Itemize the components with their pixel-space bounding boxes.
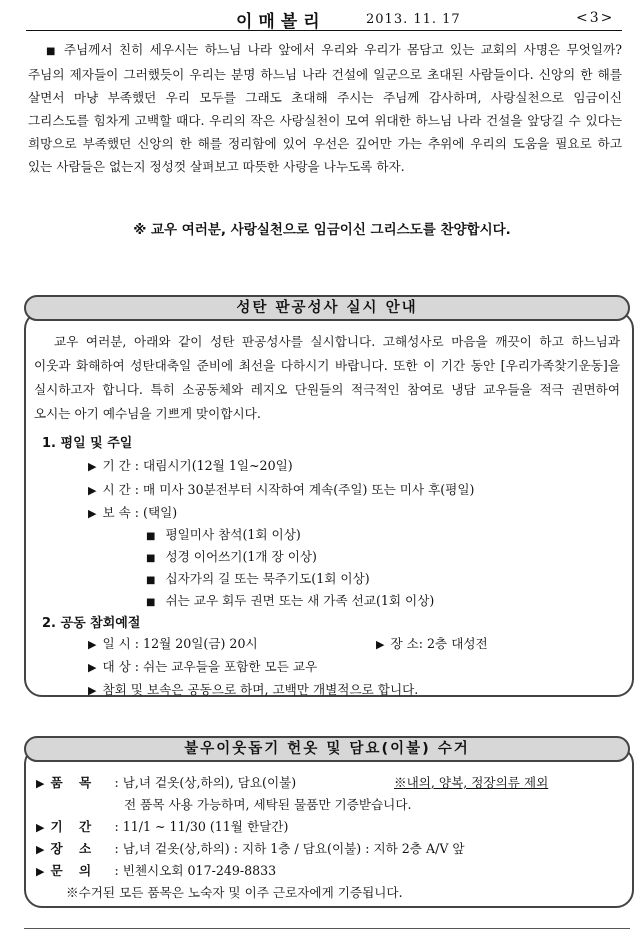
triangle-bullet-icon: ▶	[36, 821, 45, 834]
contact-label: 문 의	[50, 863, 98, 878]
communal-date-row	[88, 633, 258, 652]
triangle-bullet-icon: ▶	[376, 638, 385, 651]
communal-place-row	[376, 633, 488, 652]
place-row	[36, 838, 465, 857]
triangle-bullet-icon: ▶	[36, 777, 45, 790]
penance-row	[88, 502, 177, 521]
place-label: 장 소	[50, 841, 98, 856]
triangle-bullet-icon: ▶	[88, 684, 97, 697]
communal-note-text: 참회 및 보속은 공동으로 하며, 고백만 개별적으로 합니다.	[102, 682, 419, 697]
items-value: : 남,녀 겉옷(상,하의), 담요(이불)	[114, 775, 297, 790]
page-header	[26, 6, 622, 31]
bottom-divider	[24, 928, 630, 929]
triangle-bullet-icon: ▶	[88, 484, 97, 497]
communal-target-text: 대 상 : 쉬는 교우들을 포함한 모든 교우	[102, 659, 318, 674]
square-bullet-icon: ■	[146, 597, 156, 608]
time-text: 시 간 : 매 미사 30분전부터 시작하여 계속(주일) 또는 미사 후(평일)	[102, 482, 475, 497]
penance-text: 보 속 : (택일)	[102, 505, 178, 520]
penance-option: ■ 쉬는 교우 회두 권면 또는 새 가족 선교(1회 이상)	[146, 593, 435, 608]
triangle-bullet-icon: ▶	[88, 507, 97, 520]
confession-paragraph-text: 교우 여러분, 아래와 같이 성탄 판공성사를 실시합니다. 고해성사로 마음을 깨끗이 하고 하느님과 이웃과 화해하여 성탄대축일 준비에 최선을 다하시기 바랍니다. 또한 이 기간 동안 [우리가족찾기운동]을 실시하고자 합니다. 특히 소공동체와 레지오 단원들의 적극적인 참여로 냉담 교우들을 적극 권면하여 오시는 아기 예수님을 기쁘게 맞이합시다.	[34, 334, 620, 421]
bulletin-title: 이매볼리	[236, 12, 326, 32]
section-weekday-sunday: 1. 평일 및 주일	[42, 436, 133, 451]
intro-paragraph	[28, 38, 622, 178]
triangle-bullet-icon: ▶	[36, 843, 45, 856]
confession-notice-title: 성탄 판공성사 실시 안내	[24, 295, 630, 321]
praise-line: ※ 교우 여러분, 사랑실천으로 임금이신 그리스도를 찬양합시다.	[133, 222, 511, 238]
triangle-bullet-icon: ▶	[88, 638, 97, 651]
contact-row	[36, 860, 276, 879]
intro-text: 주님께서 친히 세우시는 하느님 나라 앞에서 우리와 우리가 몸담고 있는 교회의 사명은 무엇일까? 주님의 제자들이 그러했듯이 우리는 분명 하느님 나라 건설에 일군으로 초대된 사람들이다. 신앙의 한 해를 살면서 마냥 부족했던 우리 모두를 그래도 초대해 주시는 주님께 감사하며, 사랑실천으로 임금이신 그리스도를 힘차게 고백할 때다. 우리의 작은 사랑실천이 모여 위대한 하느님 나라 건설을 앞당길 수 있다는 희망으로 부족했던 신앙의 한 해를 정리함에 있어 우선은 깊어만 가는 추위에 우리의 도움을 필요로 하고 있는 사람들은 없는지 정성껏 살펴보고 따뜻한 사랑을 나누도록 하자.	[28, 42, 622, 174]
penance-option: ■ 평일미사 참석(1회 이상)	[146, 527, 301, 542]
triangle-bullet-icon: ▶	[88, 460, 97, 473]
items-label: 품 목	[50, 775, 98, 790]
clothing-drive-title: 불우이웃돕기 헌옷 및 담요(이불) 수거	[24, 736, 630, 762]
communal-target-row	[88, 656, 317, 675]
period-label: 기 간	[50, 819, 98, 834]
penance-option: ■ 성경 이어쓰기(1개 장 이상)	[146, 549, 317, 564]
contact-value: : 빈첸시오회 017-249-8833	[114, 863, 277, 878]
section-communal-penance: 2. 공동 참회예절	[42, 616, 141, 631]
communal-date-text: 일 시 : 12월 20일(금) 20시	[102, 636, 258, 651]
penance-option: ■ 십자가의 길 또는 묵주기도(1회 이상)	[146, 571, 370, 586]
page-number: <3>	[576, 10, 615, 26]
items-exception: ※내의, 양복, 정장의류 제외	[394, 775, 549, 790]
communal-note-row	[88, 679, 418, 698]
items-line2: 전 품목 사용 가능하며, 세탁된 물품만 기증받습니다.	[124, 797, 412, 812]
square-bullet-icon: ■	[146, 553, 156, 564]
triangle-bullet-icon: ▶	[36, 865, 45, 878]
square-bullet-icon: ■	[146, 531, 156, 542]
issue-date: 2013. 11. 17	[366, 12, 461, 27]
period-row	[36, 816, 288, 835]
confession-paragraph	[34, 330, 620, 426]
communal-place-text: 장 소: 2층 대성전	[390, 636, 488, 651]
period-value: : 11/1 ~ 11/30 (11월 한달간)	[114, 819, 289, 834]
triangle-bullet-icon: ▶	[88, 661, 97, 674]
period-row	[88, 455, 293, 474]
square-bullet-icon: ■	[146, 575, 156, 586]
items-row	[36, 772, 296, 791]
time-row	[88, 479, 474, 498]
place-value: : 남,녀 겉옷(상,하의) : 지하 1층 / 담요(이불) : 지하 2층 A/V 앞	[114, 841, 465, 856]
period-text: 기 간 : 대림시기(12월 1일~20일)	[102, 458, 293, 473]
square-bullet-icon: ■	[46, 46, 58, 57]
drive-footnote: ※수거된 모든 품목은 노숙자 및 이주 근로자에게 기증됩니다.	[66, 885, 403, 900]
